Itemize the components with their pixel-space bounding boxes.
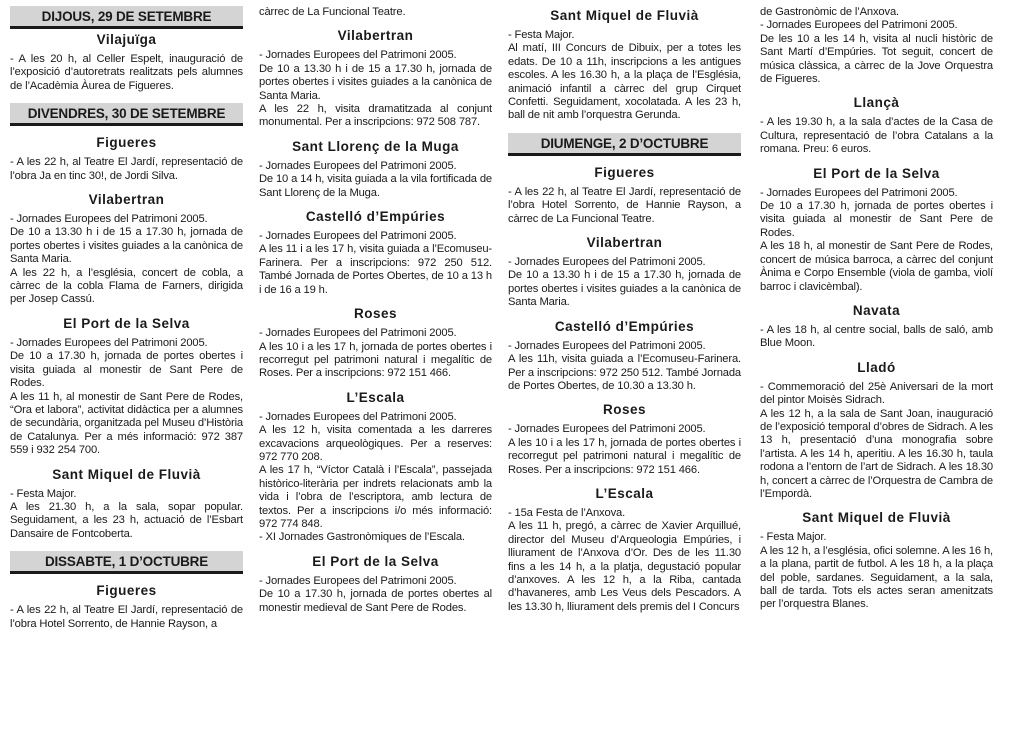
town-heading: El Port de la Selva xyxy=(63,315,190,331)
town-heading: El Port de la Selva xyxy=(813,165,940,181)
event-text: - Jornades Europees del Patrimoni 2005. De 10 a 17.30 h, jornada de portes obertes i visita guiada al monestir de Sant Pere de Rodes. A les 11 h, al monestir de Sant Pere de Rodes, “Ora et labora”, activitat didàctica per a alumnes de secundària, organitzada pel Museu d’Història de Catalunya. Per a més informació: 972 387 559 i 932 254 700. xyxy=(10,336,243,457)
event-text: - A les 22 h, al Teatre El Jardí, representació de l’obra Hotel Sorrento, de Hannie Rayson, a càrrec de La Funcional Teatre. xyxy=(508,185,741,225)
town-heading: Figueres xyxy=(594,164,655,180)
town-heading: Sant Miquel de Fluvià xyxy=(52,466,201,482)
column-4 xyxy=(760,6,993,612)
town-heading: Sant Miquel de Fluvià xyxy=(802,510,951,526)
town-heading: Vilabertran xyxy=(88,192,165,208)
event-text: - Jornades Europees del Patrimoni 2005. A les 12 h, visita comentada a les darreres excavacions arqueològiques. Per a reserves: 972 770 208. A les 17 h, “Víctor Català i l’Escala”, passejada històrico-literària per indrets relacionats amb la vida i l’obra de l’escriptora, amb lectura de textos. Per a inscripcions i/o més informació: 972 774 848. - XI Jornades Gastronòmiques de l’Escala. xyxy=(259,410,492,544)
day-header: DIUMENGE, 2 D’OCTUBRE xyxy=(508,133,741,156)
town-heading: Vilabertran xyxy=(586,235,663,251)
day-header: DISSABTE, 1 D’OCTUBRE xyxy=(10,551,243,574)
event-text: - Jornades Europees del Patrimoni 2005. A les 10 i a les 17 h, jornada de portes obertes i recorregut pel patrimoni natural i megalític de Roses. Per a inscripcions: 972 151 466. xyxy=(259,327,492,380)
event-text: - Jornades Europees del Patrimoni 2005. A les 11 i a les 17 h, visita guiada a l’Ecomuseu-Farinera. Per a inscripcions: 972 250 512. També Jornada de Portes Obertes, de 10 a 13 h i de 16 a 19 h. xyxy=(259,230,492,296)
event-text: - A les 22 h, al Teatre El Jardí, representació de l’obra Hotel Sorrento, de Hannie Rayson, a xyxy=(10,604,243,630)
event-text: - Jornades Europees del Patrimoni 2005. De 10 a 17.30 h, jornada de portes obertes i visita guiada al monestir de Sant Pere de Rodes. A les 18 h, al monestir de Sant Pere de Rodes, concert de música barroca, a càrrec del conjunt Ànima e Corpo Ensemble (viola de gamba, violí barroc i clavicèmbal). xyxy=(760,186,993,293)
town-heading: Castelló d’Empúries xyxy=(554,318,695,334)
event-text: - Jornades Europees del Patrimoni 2005. De 10 a 13.30 h i de 15 a 17.30 h, jornada de portes obertes i visites guiades a la canònica de Santa Maria. A les 22 h, visita dramatitzada al conjunt monumental. Per a inscripcions: 972 508 787. xyxy=(259,49,492,129)
event-text: - Festa Major. A les 21.30 h, a la sala, sopar popular. Seguidament, a les 23 h, actuació de l’Esbart Dansaire de Fontcoberta. xyxy=(10,487,243,540)
town-heading: Vilajuïga xyxy=(96,32,157,47)
town-heading: El Port de la Selva xyxy=(312,553,439,569)
event-text: - A les 18 h, al centre social, balls de saló, amb Blue Moon. xyxy=(760,323,993,350)
town-heading: Roses xyxy=(353,306,398,322)
town-heading: Sant Miquel de Fluvià xyxy=(550,8,699,23)
event-text: - Festa Major. Al matí, III Concurs de Dibuix, per a totes les edats. De 10 a 11h, inscripcions a les antigues escoles. A les 16.30 h, a la plaça de l’Església, animació infantil a càrrec del grup Cirquet Confetti. Seguidament, xocolatada. A les 23 h, ball de nit amb l’orquestra Gerunda. xyxy=(508,29,741,122)
town-heading: Vilabertran xyxy=(337,28,414,44)
town-heading: Llançà xyxy=(853,95,900,111)
event-text: - A les 20 h, al Celler Espelt, inauguració de l’exposició d’autoretrats realitzats pels alumnes de l’Acadèmia Àurea de Figueres. xyxy=(10,53,243,92)
event-text: - Festa Major. A les 12 h, a l’església, ofici solemne. A les 16 h, a la plana, partit de futbol. A les 18 h, a la plaça del poble, sardanes. Seguidament, a la sala, ball de tarda. Tots els actes seran amenitzats per l’orquestra Blanes. xyxy=(760,531,993,611)
town-heading: Sant Llorenç de la Muga xyxy=(292,138,459,154)
event-text: - Commemoració del 25è Aniversari de la mort del pintor Moisès Sidrach. A les 12 h, a la sala de Sant Joan, inauguració de l’exposició temporal d’obres de Sidrach. A les 13 h, presentació d’una monografia sobre l’artista. A les 14 h, aperitiu. A les 16.30 h, taula rodona a l’entorn de l’art de Sidrach. A les 18.30 h, concert a càrrec de l’Orquestra de Cambra de l’Empordà. xyxy=(760,380,993,500)
event-text: - Jornades Europees del Patrimoni 2005. De 10 a 17.30 h, jornada de portes obertes al monestir medieval de Sant Pere de Rodes. xyxy=(259,574,492,614)
event-text: - Jornades Europees del Patrimoni 2005. A les 11h, visita guiada a l’Ecomuseu-Farinera. Per a inscripcions: 972 250 512. També Jornada de Portes Obertes, de 10.30 a 13.30 h. xyxy=(508,339,741,392)
column-2 xyxy=(259,6,492,615)
town-heading: Navata xyxy=(852,302,901,318)
column-1 xyxy=(10,6,243,631)
event-text: - Jornades Europees del Patrimoni 2005. De 10 a 13.30 h i de 15 a 17.30 h, jornada de portes obertes i visites guiades a la canònica de Santa Maria. xyxy=(508,256,741,309)
town-heading: Lladó xyxy=(857,359,896,375)
town-heading: L’Escala xyxy=(595,485,654,501)
event-text: - A les 19.30 h, a la sala d’actes de la Casa de Cultura, representació de l’obra Catalans a la romana. Preu: 6 euros. xyxy=(760,116,993,156)
continued-text: càrrec de La Funcional Teatre. xyxy=(259,6,406,18)
event-text: - Jornades Europees del Patrimoni 2005. De 10 a 13.30 h i de 15 a 17.30 h, jornada de portes obertes i visites guiades a la canònica de Santa Maria. A les 22 h, a l’església, concert de cobla, a càrrec de la cobla Flama de Farners, dirigida per Josep Cassú. xyxy=(10,213,243,306)
event-text: - Jornades Europees del Patrimoni 2005. A les 10 i a les 17 h, jornada de portes obertes i recorregut pel patrimoni natural i megalític de Roses. Per a inscripcions: 972 151 466. xyxy=(508,423,741,476)
continued-text: de Gastronòmic de l’Anxova. - Jornades Europees del Patrimoni 2005. De les 10 a les 14 h, visita al nucli històric de Sant Martí d’Empúries. Tot seguit, concert de música clàssica, a càrrec de la Jove Orquestra de Figueres. xyxy=(760,6,993,86)
town-heading: Roses xyxy=(602,402,647,418)
day-header: DIVENDRES, 30 DE SETEMBRE xyxy=(10,103,243,126)
town-heading: Castelló d’Empúries xyxy=(305,209,446,225)
town-heading: Figueres xyxy=(96,583,157,599)
town-heading: L’Escala xyxy=(346,389,405,405)
event-text: - 15a Festa de l’Anxova. A les 11 h, pregó, a càrrec de Xavier Arquillué, director del Museu d’Arqueologia Empúries, i lliurament de l’Anxova d’Or. Des de les 11.30 fins a les 14 h, a la platja, degustació popular d’anxoves. A les 12 h, a la Riba, cantada d’havaneres, amb Les Veus dels Pescadors. A les 13.30 h, lliurament dels premis del I Concurs xyxy=(508,506,741,613)
column-3 xyxy=(508,6,741,614)
event-text: - Jornades Europees del Patrimoni 2005. De 10 a 14 h, visita guiada a la vila fortificada de Sant Llorenç de la Muga. xyxy=(259,159,492,199)
event-text: - A les 22 h, al Teatre El Jardí, representació de l’obra Ja en tinc 30!, de Jordi Silva. xyxy=(10,156,243,182)
day-header: DIJOUS, 29 DE SETEMBRE xyxy=(10,6,243,29)
town-heading: Figueres xyxy=(96,135,157,151)
